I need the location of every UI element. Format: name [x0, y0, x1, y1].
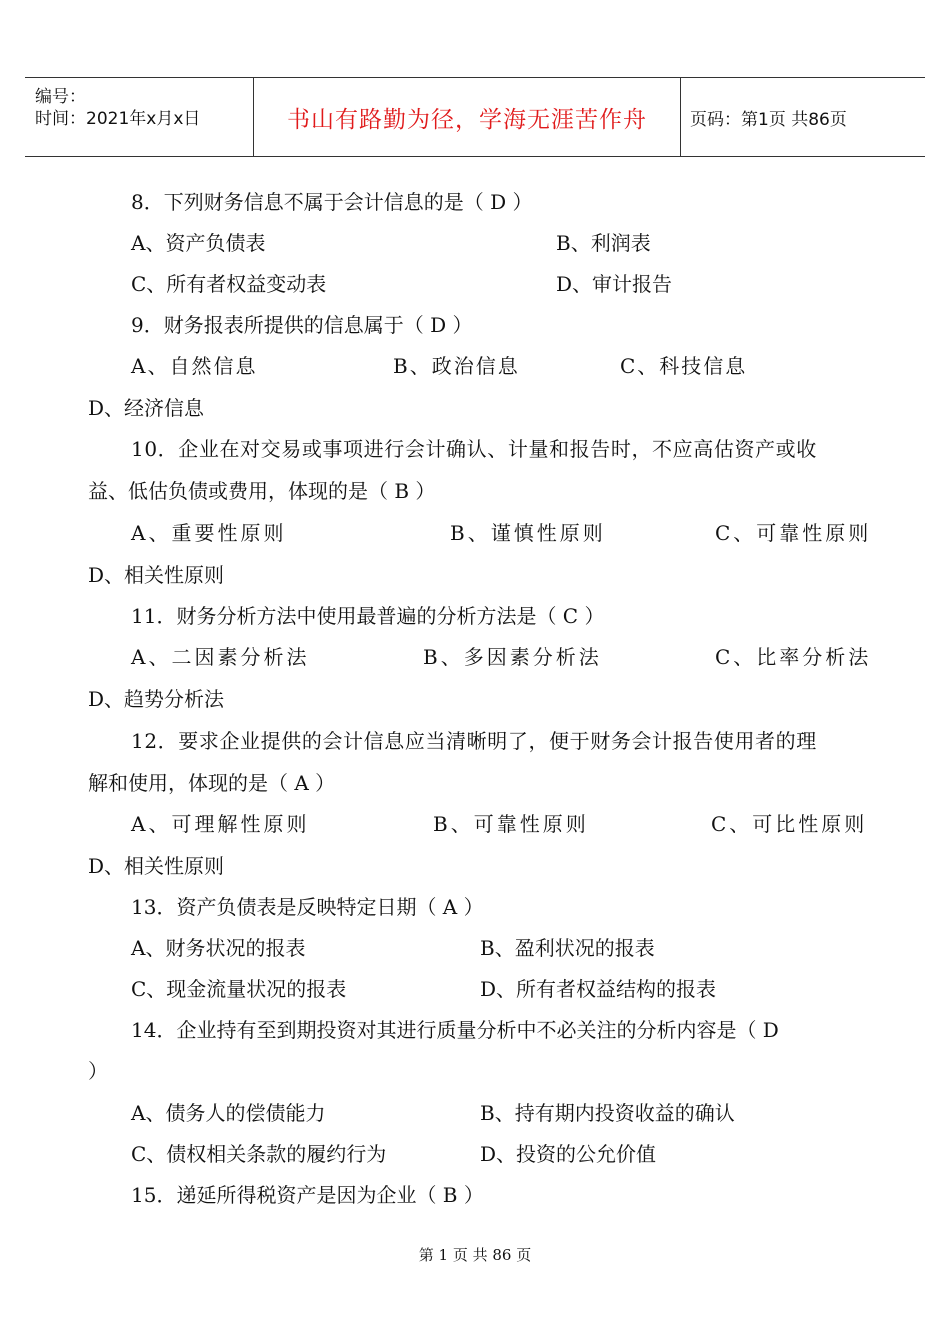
header-page-cell: [680, 78, 925, 156]
question-12-line2: 解和使用，体现的是（ A ）: [88, 771, 336, 795]
option-10c: C、可靠性原则: [715, 521, 872, 545]
option-13a: A、财务状况的报表: [131, 936, 306, 960]
option-12c: C、可比性原则: [711, 812, 868, 836]
option-11a: A、二因素分析法: [131, 645, 310, 669]
option-10a: A、重要性原则: [131, 521, 287, 545]
option-10d: D、相关性原则: [88, 563, 225, 587]
option-11c: C、比率分析法: [715, 645, 872, 669]
option-10b: B、谨慎性原则: [450, 521, 606, 545]
header-motto-cell: [253, 78, 681, 156]
option-12d: D、相关性原则: [88, 854, 225, 878]
option-8d: D、审计报告: [556, 272, 673, 296]
option-14a: A、债务人的偿债能力: [131, 1101, 326, 1125]
question-14-line1: 14．企业持有至到期投资对其进行质量分析中不必关注的分析内容是（ D: [131, 1018, 779, 1042]
option-9a: A、自然信息: [131, 354, 258, 378]
option-13b: B、盈利状况的报表: [480, 936, 655, 960]
option-8b: B、利润表: [556, 231, 651, 255]
page-header: [25, 77, 925, 157]
option-8a: A、资产负债表: [131, 231, 266, 255]
document-number: 编号：: [35, 87, 86, 107]
option-11d: D、趋势分析法: [88, 687, 225, 711]
option-14c: C、债权相关条款的履约行为: [131, 1142, 387, 1166]
option-9d: D、经济信息: [88, 396, 205, 420]
header-meta: [25, 78, 253, 156]
question-9: 9．财务报表所提供的信息属于（ D ）: [131, 313, 473, 337]
option-8c: C、所有者权益变动表: [131, 272, 327, 296]
option-14d: D、投资的公允价值: [480, 1142, 657, 1166]
option-9b: B、政治信息: [393, 354, 520, 378]
question-14-line2: ）: [88, 1059, 108, 1083]
question-11: 11．财务分析方法中使用最普遍的分析方法是（ C ）: [131, 604, 605, 628]
page-footer: 第 1 页 共 86 页: [418, 1246, 532, 1264]
option-13c: C、现金流量状况的报表: [131, 977, 347, 1001]
question-10-line2: 益、低估负债或费用，体现的是（ B ）: [88, 479, 436, 503]
option-9c: C、科技信息: [620, 354, 748, 378]
question-15: 15．递延所得税资产是因为企业（ B ）: [131, 1183, 484, 1207]
option-14b: B、持有期内投资收益的确认: [480, 1101, 735, 1125]
question-10-line1: 10．企业在对交易或事项进行会计确认、计量和报告时，不应高估资产或收: [131, 437, 817, 461]
option-11b: B、多因素分析法: [423, 645, 602, 669]
question-12-line1: 12．要求企业提供的会计信息应当清晰明了，便于财务会计报告使用者的理: [131, 729, 817, 753]
document-time: 时间：2021年x月x日: [35, 109, 201, 129]
question-13: 13．资产负债表是反映特定日期（ A ）: [131, 895, 484, 919]
option-12a: A、可理解性原则: [131, 812, 310, 836]
page-indicator: 页码：第1页 共86页: [690, 109, 847, 130]
question-8: 8．下列财务信息不属于会计信息的是（ D ）: [131, 190, 533, 214]
option-12b: B、可靠性原则: [433, 812, 589, 836]
option-13d: D、所有者权益结构的报表: [480, 977, 717, 1001]
motto: 书山有路勤为径，学海无涯苦作舟: [287, 106, 647, 133]
